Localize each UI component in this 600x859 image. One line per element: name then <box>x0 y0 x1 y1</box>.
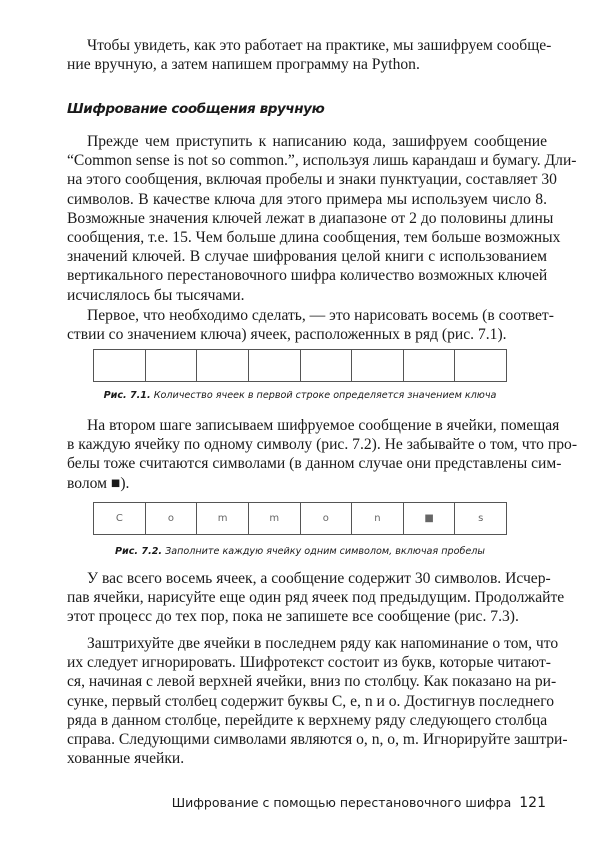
grid-cell <box>249 350 301 381</box>
text-line: значений ключей. В случае шифрования целой книги с использованием <box>67 248 547 266</box>
grid-cell: o <box>301 503 353 534</box>
grid-cell: m <box>197 503 249 534</box>
paragraph-first-step <box>67 306 554 344</box>
figure-caption-text: Заполните каждую ячейку одним символом, включая пробелы <box>165 546 486 557</box>
figure-7-1-caption <box>0 389 600 403</box>
text-line: символов. В качестве ключа для этого примера мы используем число 8. <box>67 190 547 208</box>
text-line: “Common sense is not so common.”, используя лишь карандаш и бумагу. Дли- <box>67 152 577 170</box>
text-line: Возможные значения ключей лежат в диапазоне от 2 до половины длины <box>67 209 554 227</box>
paragraph-intro <box>67 36 552 74</box>
grid-cell <box>94 350 146 381</box>
page-number: 121 <box>519 795 546 811</box>
section-heading: Шифрование сообщения вручную <box>67 101 325 117</box>
text-line: На втором шаге записываем шифруемое сообщение в ячейки, помещая <box>87 417 560 434</box>
text-line: в каждую ячейку по одному символу (рис. 7.2). Не забывайте о том, что про- <box>67 436 578 454</box>
grid-cell <box>404 350 456 381</box>
text-line: белы тоже считаются символами (в данном случае они представлены сим- <box>67 455 562 473</box>
running-title: Шифрование с помощью перестановочного шифра <box>171 795 512 810</box>
paragraph-reading-ciphertext <box>67 634 568 768</box>
grid-cell <box>301 350 353 381</box>
text-line: ние вручную, а затем напишем программу на Python. <box>67 56 420 74</box>
text-line: хованные ячейки. <box>67 750 185 768</box>
text-line: Первое, что необходимо сделать, — это нарисовать восемь (в соответ- <box>87 307 554 324</box>
figure-7-2-cells <box>93 502 507 535</box>
text-line: их следует игнорировать. Шифротекст состоит из букв, которые читают- <box>67 654 551 672</box>
text-line: сообщения, т.е. 15. Чем больше длина сообщения, тем больше возможных <box>67 228 561 246</box>
figure-caption-text: Количество ячеек в первой строке определяется значением ключа <box>153 390 497 401</box>
text-line: Чтобы увидеть, как это работает на практике, мы зашифруем сообще- <box>87 37 552 54</box>
grid-cell: m <box>249 503 301 534</box>
figure-7-2-caption <box>0 545 600 559</box>
text-line: исчислялось бы тысячами. <box>67 286 245 304</box>
text-line: ся, начиная с левой верхней ячейки, вниз по столбцу. Как показано на ри- <box>67 673 557 691</box>
text-line: сунке, первый столбец содержит буквы C, e, n и o. Достигнув последнего <box>67 692 555 710</box>
text-line: пав ячейки, нарисуйте еще один ряд ячеек под предыдущим. Продолжайте <box>67 589 565 607</box>
paragraph-second-step <box>67 416 578 493</box>
paragraph-more-rows <box>67 569 565 627</box>
text-line: ряда в данном столбце, перейдите к верхнему ряду следующего столбца <box>67 711 548 729</box>
text-line: справа. Следующими символами являются o, n, o, m. Игнорируйте заштри- <box>67 730 568 748</box>
text-line: волом ■). <box>67 474 130 492</box>
text-line: Прежде чем приступить к написанию кода, зашифруем сообщение <box>87 133 547 150</box>
figure-7-1-cells <box>93 349 507 382</box>
grid-cell: o <box>146 503 198 534</box>
paragraph-manual-encryption <box>67 132 577 305</box>
figure-label: Рис. 7.2. <box>114 546 163 557</box>
text-line: на этого сообщения, включая пробелы и знаки пунктуации, составляет 30 <box>67 171 557 189</box>
text-line: У вас всего восемь ячеек, а сообщение содержит 30 символов. Исчер- <box>87 570 551 587</box>
grid-cell: ■ <box>404 503 456 534</box>
text-line: этот процесс до тех пор, пока не запишете все сообщение (рис. 7.3). <box>67 608 519 626</box>
grid-cell <box>197 350 249 381</box>
grid-cell: s <box>478 513 484 524</box>
text-line: вертикального перестановочного шифра количество возможных ключей <box>67 267 548 285</box>
page-footer <box>172 795 546 811</box>
grid-cell: C <box>94 503 146 534</box>
grid-cell: n <box>352 503 404 534</box>
grid-cell <box>352 350 404 381</box>
grid-cell <box>455 350 506 381</box>
text-line: ствии со значением ключа) ячеек, расположенных в ряд (рис. 7.1). <box>67 326 507 344</box>
grid-cell <box>146 350 198 381</box>
text-line: Заштрихуйте две ячейки в последнем ряду как напоминание о том, что <box>87 635 559 652</box>
figure-label: Рис. 7.1. <box>103 390 151 401</box>
